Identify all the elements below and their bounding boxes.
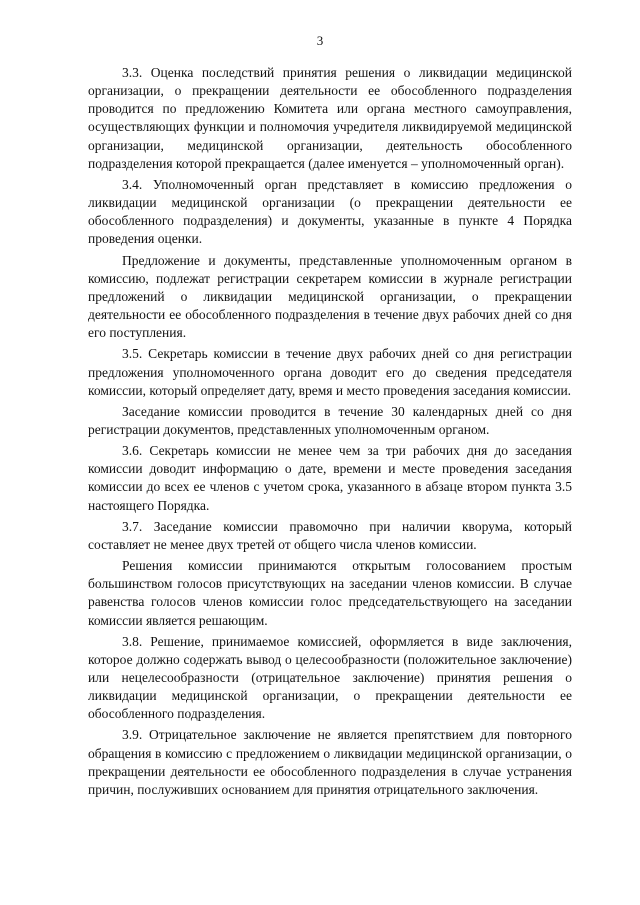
paragraph-3-7: 3.7. Заседание комиссии правомочно при наличии кворума, который составляет не менее двух третей от общего числа членов комиссии. [88, 518, 572, 552]
paragraph-3-3: 3.3. Оценка последствий принятия решения о ликвидации медицинской организации, о прекращении деятельности ее обособленного подразделения проводится по предложению Комитета или органа местного самоуправления, осуществляющих функции и полномочия учредителя ликвидируемой медицинской организации, медицинской организации, деятельность обособленного подразделения которой прекращается (далее именуется – уполномоченный орган). [88, 65, 572, 171]
paragraph-3-4-proposal: Предложение и документы, представленные уполномоченным органом в комиссию, подлежат регистрации секретарем комиссии в журнале регистрации предложений о ликвидации медицинской организации, о прекращении деятельности ее обособленного подразделения в течение двух рабочих дней со дня его поступления. [88, 252, 572, 341]
paragraph-3-7-decisions: Решения комиссии принимаются открытым голосованием простым большинством голосов присутствующих на заседании членов комиссии. В случае равенства голосов членов комиссии голос председательствующего на заседании комиссии является решающим. [88, 558, 572, 628]
paragraph-3-6: 3.6. Секретарь комиссии не менее чем за три рабочих дня до заседания комиссии доводит информацию о дате, времени и месте проведения заседания комиссии до всех ее членов с учетом срока, указанного в абзаце втором пункта 3.5 настоящего Порядка. [88, 443, 572, 513]
paragraph-3-8: 3.8. Решение, принимаемое комиссией, оформляется в виде заключения, которое должно содержать вывод о целесообразности (положительное заключение) или нецелесообразности (отрицательное заключение) принятия решения о ликвидации медицинской организации, о прекращении деятельности ее обособленного подразделения. [88, 633, 572, 722]
paragraph-3-5-meeting: Заседание комиссии проводится в течение 30 календарных дней со дня регистрации документов, представленных уполномоченным органом. [88, 403, 572, 437]
paragraph-3-9: 3.9. Отрицательное заключение не является препятствием для повторного обращения в комиссию с предложением о ликвидации медицинской организации, о прекращении деятельности ее обособленного подразделения в случае устранения причин, послуживших основанием для принятия отрицательного заключения. [88, 727, 572, 797]
page-number: 3 [316, 33, 324, 48]
document-body [88, 64, 572, 802]
paragraph-3-5: 3.5. Секретарь комиссии в течение двух рабочих дней со дня регистрации предложения уполномоченного органа доводит его до сведения председателя комиссии, который определяет дату, время и место проведения заседания комиссии. [88, 346, 572, 398]
paragraph-3-4: 3.4. Уполномоченный орган представляет в комиссию предложения о ликвидации медицинской организации (о прекращении деятельности ее обособленного подразделения) и документы, указанные в пункте 4 Порядка проведения оценки. [88, 176, 572, 247]
